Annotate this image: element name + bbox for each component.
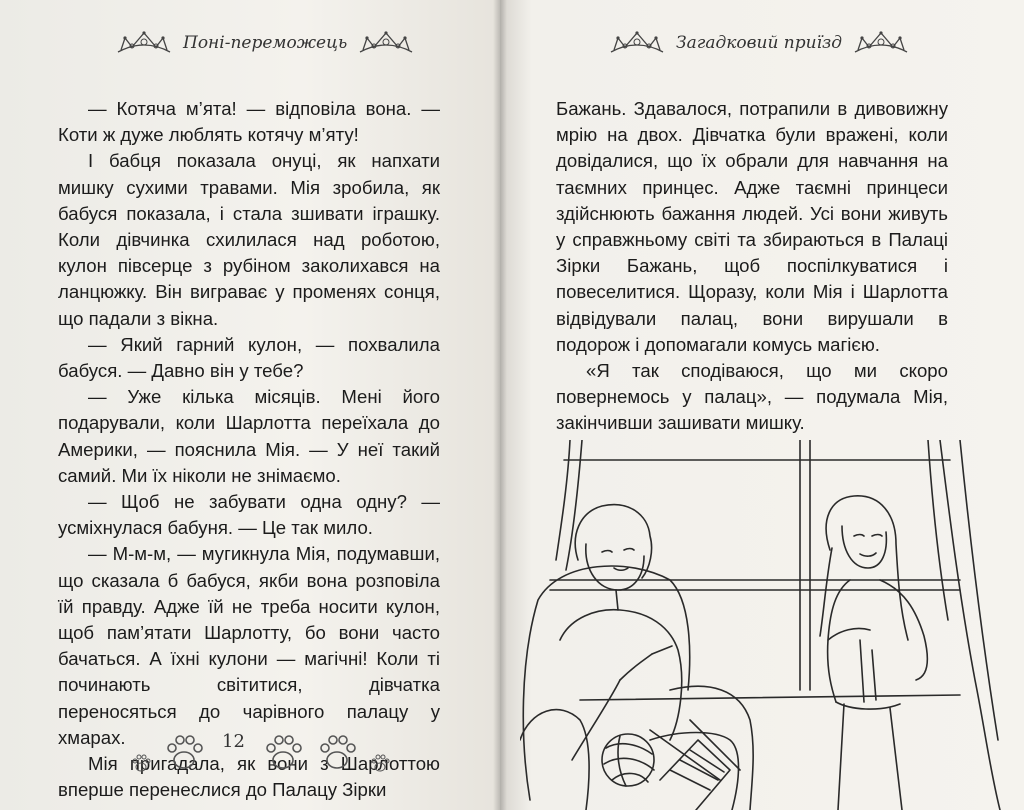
- paw-print-icon: [261, 730, 305, 774]
- paragraph: — М-м-м, — мугикнула Мія, подумавши, що сказала б бабуся, якби вона розповіла їй правду. Адже їй не треба носити кулон, щоб пам’ятати Шарлотту, бо вони часто бачаться. А їхні кулони — магічні! Коли ті починають світитися, дівчатка переносяться до чарівного палацу у хмарах.: [58, 543, 440, 748]
- paragraph: — Уже кілька місяців. Мені його подарували, коли Шарлотта переїхала до Америки, — пояснила Мія. — У неї такий самий. Ми їх ніколи не знімаємо.: [58, 386, 440, 486]
- right-body-text: [556, 96, 948, 437]
- window-frame: [550, 440, 960, 700]
- girl-figure: [820, 496, 927, 810]
- left-page: [0, 0, 506, 810]
- paragraph: — Котяча м’ята! — відповіла вона. — Коти ж дуже люблять котячу м’яту!: [58, 98, 440, 146]
- page-footer: [130, 730, 391, 774]
- paw-print-icon: [369, 752, 391, 774]
- right-page: [500, 0, 1024, 810]
- running-header-title: Поні-переможець: [183, 33, 348, 53]
- paragraph: Мія пригадала, як вони з Шарлоттою вперше перенеслися до Палацу Зірки: [58, 753, 440, 801]
- tiara-icon: [115, 30, 173, 56]
- paragraph: — Який гарний кулон, — похвалила бабуся. — Давно він у тебе?: [58, 333, 440, 382]
- illustration-grandmother-and-girl: [520, 440, 1020, 810]
- paragraph: І бабця показала онуці, як напхати мишку сухими травами. Мія зробила, як бабуся показала, і стала зшивати іграшку. Коли дівчинка схилилася над роботою, кулон півсерце з рубіном заколихався на ланцюжку. Він виграває у променях сонця, що падали з вікна.: [58, 150, 440, 329]
- right-running-header: [608, 30, 910, 56]
- tiara-icon: [852, 30, 910, 56]
- book-gutter: [493, 0, 507, 810]
- armchair: [520, 566, 753, 810]
- curtain: [928, 440, 1000, 810]
- paragraph: — Щоб не забувати одна одну? — усміхнулася бабуня. — Це так мило.: [58, 491, 440, 539]
- knitting: [650, 720, 740, 810]
- tiara-icon: [608, 30, 666, 56]
- left-running-header: [115, 30, 415, 56]
- yarn-ball: [602, 734, 654, 786]
- paragraph: «Я так сподіваюся, що ми скоро повернемось у палац», — подумала Мія, закінчивши зашивати мишку.: [556, 360, 948, 434]
- paw-print-icon: [162, 730, 206, 774]
- tiara-icon: [357, 30, 415, 56]
- page-number: 12: [222, 731, 245, 752]
- running-header-title: Загадковий приїзд: [676, 33, 843, 53]
- paragraph: Бажань. Здавалося, потрапили в дивовижну мрію на двох. Дівчатка були вражені, коли довідалися, що їх обрали для навчання на таємних принцес. Адже таємні принцеси здійснюють бажання людей. Усі вони живуть у справжньому світі та збираються в Палаці Зірки Бажань, щоб поспілкуватися і повеселитися. Щоразу, коли Мія і Шарлотта відвідували палац, вони вирушали в подорож і допомагали комусь магією.: [556, 98, 948, 355]
- paw-print-icon: [130, 752, 152, 774]
- paw-print-icon: [315, 730, 359, 774]
- left-body-text: [58, 96, 440, 803]
